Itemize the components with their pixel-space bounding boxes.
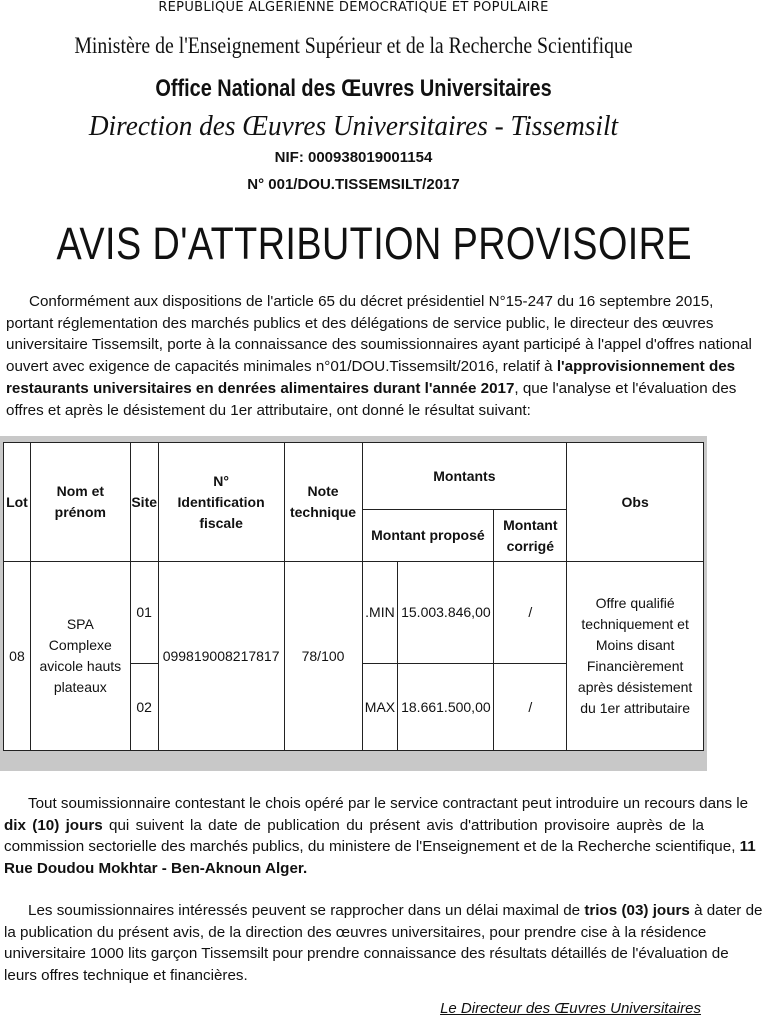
cell-obs: Offre qualifié techniquement et Moins disant Financièrement après désistement du 1er attributaire [567,562,704,751]
recourse-emphasis: dix (10) jours [4,816,103,834]
cell-min-label: .MIN [362,562,398,664]
header-fiscal-id: N° Identification fiscale [158,443,284,562]
results-table [3,442,704,751]
recourse-line: Tout soumissionnaire contestant le chois opéré par le service contractant peut introduire un recours dans le [28,795,749,812]
intro-text: ouvert avec exigence de capacités minimales n°01/DOU.Tissemsilt/2016, relatif à [6,358,557,376]
signature: Le Directeur des Œuvres Universitaires [440,1000,701,1017]
intro-line: Conformément aux dispositions de l'article 65 du décret présidentiel N°15-247 du 16 septembre 2015, [29,293,714,310]
recourse-paragraph [4,793,756,880]
header-amounts: Montants [362,443,567,510]
recourse-emphasis: Rue Doudou Mokhtar - Ben-Aknoun Alger. [4,860,308,878]
cell-lot: 08 [4,562,31,751]
recourse-line [4,858,704,880]
delay-emphasis: trios (03) jours [584,902,690,919]
nif-line: NIF: 000938019001154 [274,149,433,166]
direction-header: Direction des Œuvres Universitaires - Tissemsilt [88,110,619,142]
intro-line [6,356,736,378]
intro-text: , que l'analyse et l'évaluation des [514,379,737,397]
intro-line: universitaire Tissemsilt, porte à la connaissance des soumissionnaires ayant participé à l'appel d'offres national [6,336,752,354]
delay-text: Les soumissionnaires intéressés peuvent se rapprocher dans un délai maximal de [28,902,585,919]
page-title: AVIS D'ATTRIBUTION PROVISOIRE [56,218,693,269]
recourse-line [4,815,704,837]
cell-min-amount: 15.003.846,00 [398,562,494,664]
recourse-text: commission sectorielle des marchés publics, du ministere de l'Enseignement et de la Recherche scientifique, [4,838,740,856]
header-lot: Lot [4,443,31,562]
ministry-header: Ministère de l'Enseignement Supérieur et de la Recherche Scientifique [74,33,633,58]
intro-paragraph [6,291,752,421]
intro-emphasis: restaurants universitaires en denrées alimentaires durant l'année 2017 [6,379,515,397]
delay-text: à dater de [689,902,762,919]
delay-line: universitaire 1000 lits garçon Tissemsilt pour prendre connaissance des résultats détaillés de l'évaluation de [4,945,729,963]
republic-header: REPUBLIQUE ALGERIENNE DEMOCRATIQUE ET POPULAIRE [158,0,549,15]
recourse-text: qui suivent la date de publication du présent avis d'attribution provisoire auprès de la [102,816,704,834]
office-header: Office National des Œuvres Universitaires [155,75,552,102]
delay-paragraph [4,900,762,987]
delay-line: leurs offres technique et financières. [4,967,248,985]
intro-line: offres et après le désistement du 1er attributaire, ont donné le résultat suivant: [6,401,531,419]
header-technical-note: Note technique [284,443,362,562]
cell-fiscal-id: 099819008217817 [158,562,284,751]
cell-name: SPA Complexe avicole hauts plateaux [30,562,130,751]
cell-max-amount: 18.661.500,00 [398,664,494,751]
intro-line [6,378,737,400]
reference-line: N° 001/DOU.TISSEMSILT/2017 [247,176,460,193]
header-name: Nom et prénom [30,443,130,562]
cell-site: 02 [130,664,158,751]
cell-site: 01 [130,562,158,664]
intro-line: portant réglementation des marchés publics et des délégations de service public, le directeur des œuvres [6,314,714,332]
header-corrected-amount: Montant corrigé [494,510,567,562]
recourse-line [4,836,756,858]
cell-technical-note: 78/100 [284,562,362,751]
recourse-emphasis: 11 [739,838,756,856]
delay-line: la publication du présent avis, de la direction des œuvres universitaires, pour prendre cise à la résidence [4,923,707,941]
header-proposed-amount: Montant proposé [362,510,494,562]
cell-max-label: MAX [362,664,398,751]
delay-line [4,900,762,922]
cell-max-corrected: / [494,664,567,751]
header-site: Site [130,443,158,562]
cell-min-corrected: / [494,562,567,664]
intro-emphasis: l'approvisionnement des [556,358,736,376]
header-obs: Obs [567,443,704,562]
